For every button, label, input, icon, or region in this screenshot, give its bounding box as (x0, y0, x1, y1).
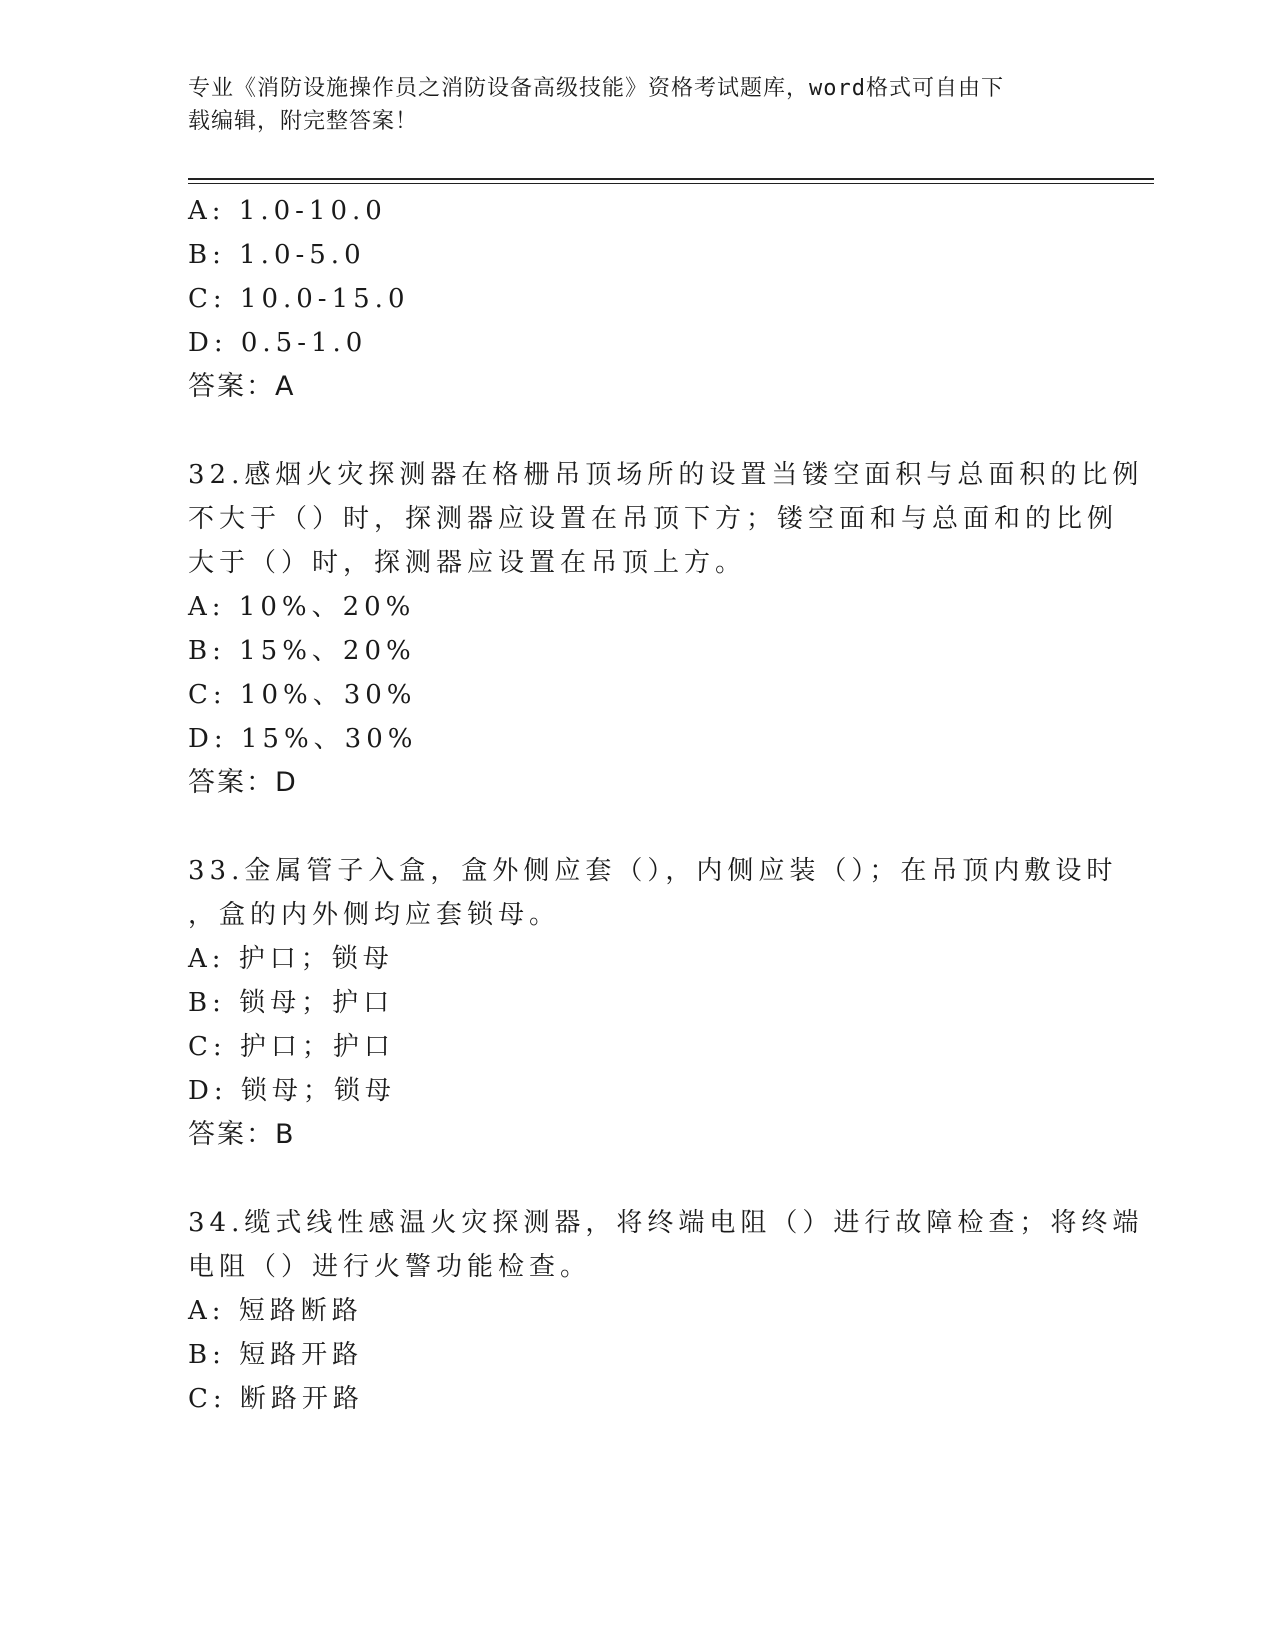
option-a: A: 10%、20% (188, 592, 416, 622)
answer-line: 答案：B (188, 1119, 296, 1150)
option-b: B: 锁母；护口 (188, 988, 395, 1018)
option-b: B: 1.0-5.0 (188, 240, 366, 270)
header-line-1: 专业《消防设施操作员之消防设备高级技能》资格考试题库，word格式可自由下 (188, 76, 1004, 101)
question-stem-line: 34.缆式线性感温火灾探测器，将终端电阻（）进行故障检查；将终端 (188, 1208, 1144, 1238)
answer-line: 答案：A (188, 371, 296, 402)
option-c: C: 10.0-15.0 (188, 284, 410, 314)
option-b: B: 短路开路 (188, 1340, 364, 1370)
option-a: A: 护口；锁母 (188, 944, 394, 974)
header-divider-thin (188, 183, 1154, 184)
option-a: A: 1.0-10.0 (188, 196, 387, 226)
header-line-2: 载编辑，附完整答案！ (188, 109, 419, 134)
answer-line: 答案：D (188, 767, 298, 798)
header-divider-thick (188, 178, 1154, 180)
question-stem-line: 电阻（）进行火警功能检查。 (188, 1252, 592, 1282)
question-stem-line: 不大于（）时，探测器应设置在吊顶下方；镂空面和与总面和的比例 (188, 504, 1119, 534)
option-c: C: 10%、30% (188, 680, 417, 710)
question-stem-line: ，盒的内外侧均应套锁母。 (188, 900, 561, 930)
document-header (188, 72, 1088, 138)
option-d: D: 锁母；锁母 (188, 1076, 396, 1106)
option-a: A: 短路断路 (188, 1296, 363, 1326)
question-stem-line: 33.金属管子入盒，盒外侧应套（），内侧应装（）；在吊顶内敷设时 (188, 856, 1118, 886)
option-b: B: 15%、20% (188, 636, 416, 666)
question-stem-line: 32.感烟火灾探测器在格栅吊顶场所的设置当镂空面积与总面积的比例 (188, 460, 1144, 490)
option-d: D: 15%、30% (188, 724, 418, 754)
option-c: C: 断路开路 (188, 1384, 364, 1414)
option-d: D: 0.5-1.0 (188, 328, 368, 358)
question-stem-line: 大于（）时，探测器应设置在吊顶上方。 (188, 548, 747, 578)
option-c: C: 护口；护口 (188, 1032, 395, 1062)
